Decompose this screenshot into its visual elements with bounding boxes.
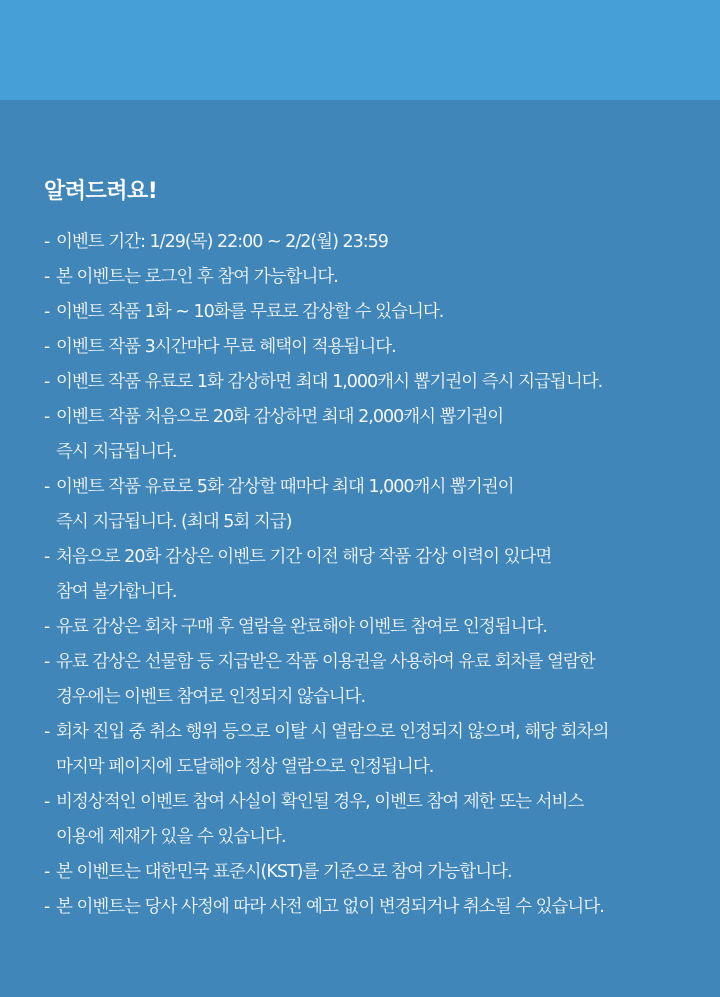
notice-item [44, 855, 694, 890]
notice-item [44, 890, 694, 925]
notice-item-text: 마지막 페이지에 도달해야 정상 열람으로 인정됩니다. [56, 757, 434, 777]
bullet-dash: - [44, 792, 50, 812]
notice-item [44, 225, 694, 260]
notice-item-text: 경우에는 이벤트 참여로 인정되지 않습니다. [56, 687, 366, 707]
bullet-dash: - [44, 407, 50, 427]
notice-item-text: 이벤트 작품 처음으로 20화 감상하면 최대 2,000캐시 뽑기권이 [56, 407, 504, 427]
notice-item-text: 유료 감상은 선물함 등 지급받은 작품 이용권을 사용하여 유료 회차를 열람한 [56, 652, 595, 672]
notice-item-text: 즉시 지급됩니다. (최대 5회 지급) [56, 512, 292, 532]
notice-item-text: 이벤트 기간: 1/29(목) 22:00 ~ 2/2(월) 23:59 [56, 232, 388, 252]
notice-item [44, 295, 694, 330]
notice-item-text: 본 이벤트는 당사 사정에 따라 사전 예고 없이 변경되거나 취소될 수 있습니다. [56, 897, 604, 917]
bullet-dash: - [44, 652, 50, 672]
notice-item-text: 이벤트 작품 유료로 5화 감상할 때마다 최대 1,000캐시 뽑기권이 [56, 477, 514, 497]
notice-item-text: 회차 진입 중 취소 행위 등으로 이탈 시 열람으로 인정되지 않으며, 해당 회차의 [56, 722, 609, 742]
notice-item [44, 540, 694, 610]
notice-item [44, 645, 694, 715]
notice-item-text: 본 이벤트는 대한민국 표준시(KST)를 기준으로 참여 가능합니다. [56, 862, 512, 882]
bullet-dash: - [44, 232, 50, 252]
notice-title: 알려드려요! [44, 179, 158, 204]
notice-item-text: 유료 감상은 회차 구매 후 열람을 완료해야 이벤트 참여로 인정됩니다. [56, 617, 547, 637]
bullet-dash: - [44, 862, 50, 882]
bullet-dash: - [44, 302, 50, 322]
notice-item [44, 330, 694, 365]
notice-list [44, 225, 694, 925]
bullet-dash: - [44, 337, 50, 357]
notice-item [44, 400, 694, 470]
bullet-dash: - [44, 897, 50, 917]
bullet-dash: - [44, 477, 50, 497]
notice-item [44, 365, 694, 400]
bullet-dash: - [44, 617, 50, 637]
notice-item [44, 785, 694, 855]
notice-item [44, 470, 694, 540]
bullet-dash: - [44, 267, 50, 287]
bullet-dash: - [44, 372, 50, 392]
notice-item-text: 본 이벤트는 로그인 후 참여 가능합니다. [56, 267, 338, 287]
notice-item-text: 처음으로 20화 감상은 이벤트 기간 이전 해당 작품 감상 이력이 있다면 [56, 547, 552, 567]
notice-item-text: 비정상적인 이벤트 참여 사실이 확인될 경우, 이벤트 참여 제한 또는 서비스 [56, 792, 584, 812]
notice-item-text: 이벤트 작품 3시간마다 무료 혜택이 적용됩니다. [56, 337, 396, 357]
notice-item-text: 이벤트 작품 유료로 1화 감상하면 최대 1,000캐시 뽑기권이 즉시 지급됩니다. [56, 372, 603, 392]
bullet-dash: - [44, 547, 50, 567]
notice-item-text: 참여 불가합니다. [56, 582, 177, 602]
notice-item [44, 260, 694, 295]
notice-item [44, 715, 694, 785]
bullet-dash: - [44, 722, 50, 742]
notice-item-text: 이용에 제재가 있을 수 있습니다. [56, 827, 286, 847]
notice-item-text: 즉시 지급됩니다. [56, 442, 177, 462]
notice-item-text: 이벤트 작품 1화 ~ 10화를 무료로 감상할 수 있습니다. [56, 302, 444, 322]
notice-item [44, 610, 694, 645]
notice-section [0, 100, 720, 997]
top-banner-band [0, 0, 720, 100]
